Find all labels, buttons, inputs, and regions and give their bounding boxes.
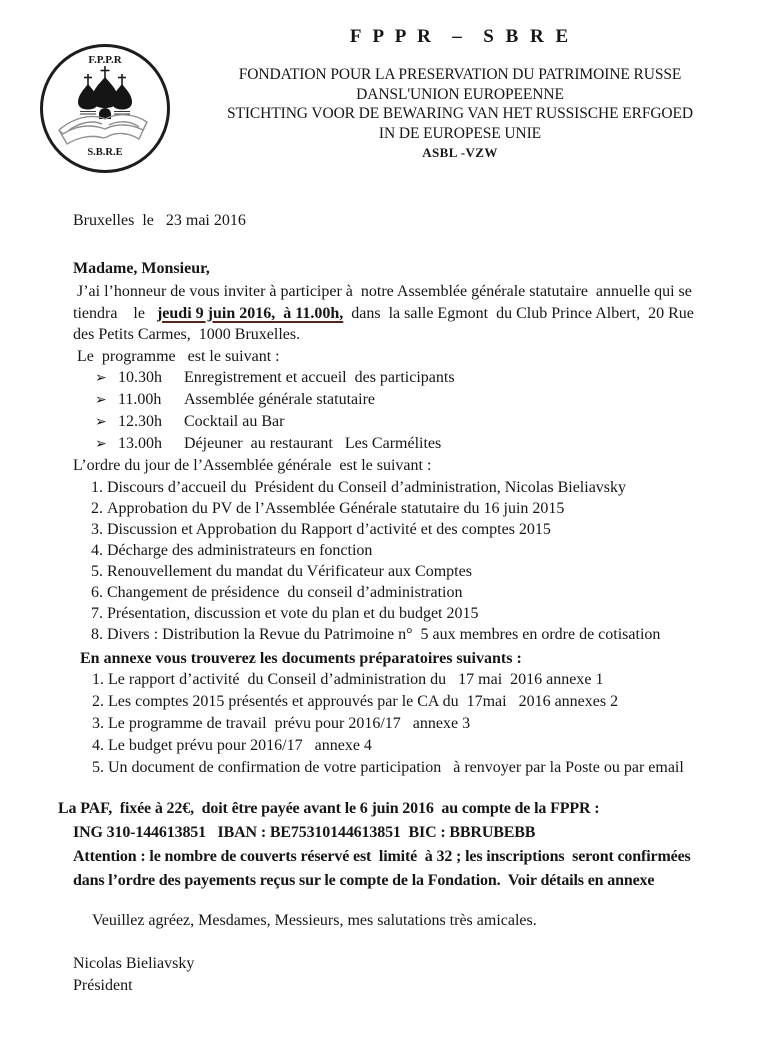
payment-info [58, 797, 721, 893]
agenda-list [73, 477, 721, 645]
payment-line: dans l’ordre des payements reçus sur le compte de la Fondation. Voir détails en annexe [73, 872, 655, 889]
signature-name: Nicolas Bieliavsky [73, 954, 195, 972]
agenda-item: 6. Changement de présidence du conseil d’administration [107, 582, 721, 603]
onion-domes-icon [78, 77, 132, 119]
logo-top-text: F.P.P.R [88, 54, 122, 66]
letter-body [58, 210, 721, 997]
program-label: Assemblée générale statutaire [184, 391, 376, 408]
salutation: Madame, Monsieur, [73, 259, 210, 277]
org-acronym-title: F P P R – S B R E [349, 26, 571, 47]
intro-paragraph [73, 281, 721, 346]
program-item [95, 433, 721, 455]
dateline: Bruxelles le 23 mai 2016 [73, 212, 246, 229]
logo-bottom-text: S.B.R.E [87, 147, 123, 158]
annex-item: 4. Le budget prévu pour 2016/17 annexe 4 [108, 735, 721, 757]
closing-salutation: Veuillez agréez, Mesdames, Messieurs, mes salutations très amicales. [92, 912, 537, 929]
agenda-item: 4. Décharge des administrateurs en fonction [107, 540, 721, 561]
org-name-line: DANSL'UNION EUROPEENNE [356, 85, 564, 103]
intro-text: tiendra le [73, 304, 157, 322]
letterhead [172, 26, 748, 161]
org-name-line: FONDATION POUR LA PRESERVATION DU PATRIMOINE RUSSE [238, 66, 682, 83]
intro-line [73, 303, 721, 325]
program-time: 13.00h [118, 435, 162, 452]
org-name-lines [172, 65, 748, 143]
agenda-intro: L’ordre du jour de l’Assemblée générale est le suivant : [73, 457, 432, 474]
intro-text: dans la salle Egmont du Club Prince Albert, 20 Rue [343, 304, 694, 322]
program-list [73, 367, 721, 455]
program-item [95, 411, 721, 433]
agenda-item: 1. Discours d’accueil du Président du Conseil d’administration, Nicolas Bieliavsky [107, 477, 721, 498]
annex-item: 5. Un document de confirmation de votre participation à renvoyer par la Poste ou par email [108, 757, 721, 779]
annex-list [73, 669, 721, 779]
agenda-item: 7. Présentation, discussion et vote du plan et du budget 2015 [107, 603, 721, 624]
arrow-bullet-icon: ➢ [95, 414, 107, 430]
program-time: 10.30h [118, 369, 162, 386]
signature-block [73, 953, 721, 997]
arrow-bullet-icon: ➢ [95, 392, 107, 408]
agenda-item: 8. Divers : Distribution la Revue du Patrimoine n° 5 aux membres en ordre de cotisation [107, 624, 721, 645]
fppr-sbre-logo [38, 42, 172, 176]
program-item [95, 367, 721, 389]
org-name-line: STICHTING VOOR DE BEWARING VAN HET RUSSISCHE ERFGOED [226, 105, 693, 122]
program-time: 11.00h [118, 391, 162, 408]
program-intro: Le programme est le suivant : [73, 347, 280, 365]
program-item [95, 389, 721, 411]
annex-item: 3. Le programme de travail prévu pour 2016/17 annexe 3 [108, 713, 721, 735]
annex-item: 1. Le rapport d’activité du Conseil d’administration du 17 mai 2016 annexe 1 [108, 669, 721, 691]
program-time: 12.30h [118, 413, 162, 430]
payment-line: La PAF, fixée à 22€, doit être payée avant le 6 juin 2016 au compte de la FPPR : [58, 800, 600, 817]
signature-title: Président [73, 976, 133, 994]
church-book-emblem-icon [38, 42, 172, 176]
program-label: Enregistrement et accueil des participants [184, 369, 455, 386]
intro-line [73, 281, 721, 303]
annex-item: 2. Les comptes 2015 présentés et approuvés par le CA du 17mai 2016 annexes 2 [108, 691, 721, 713]
org-name-line: IN DE EUROPESE UNIE [378, 124, 542, 142]
payment-line: Attention : le nombre de couverts réservé est limité à 32 ; les inscriptions seront confirmées [73, 848, 691, 865]
event-date-highlight: jeudi 9 juin 2016, à 11.00h, [156, 304, 344, 322]
agenda-item: 3. Discussion et Approbation du Rapport d’activité et des comptes 2015 [107, 519, 721, 540]
arrow-bullet-icon: ➢ [95, 436, 107, 452]
intro-line [73, 324, 721, 346]
annex-intro: En annexe vous trouverez les documents préparatoires suivants : [80, 649, 522, 667]
open-book-icon [59, 115, 147, 144]
payment-line: ING 310-144613851 IBAN : BE75310144613851 BIC : BBRUBEBB [73, 824, 536, 841]
intro-text: des Petits Carmes, 1000 Bruxelles. [73, 326, 301, 343]
agenda-item: 5. Renouvellement du mandat du Vérificateur aux Comptes [107, 561, 721, 582]
agenda-item: 2. Approbation du PV de l’Assemblée Générale statutaire du 16 juin 2015 [107, 498, 721, 519]
arrow-bullet-icon: ➢ [95, 370, 107, 386]
legal-form-label: ASBL -VZW [422, 145, 498, 160]
program-label: Déjeuner au restaurant Les Carmélites [184, 435, 442, 452]
intro-text: J’ai l’honneur de vous inviter à participer à notre Assemblée générale statutaire annuelle qui se [73, 283, 692, 300]
program-label: Cocktail au Bar [184, 413, 285, 430]
